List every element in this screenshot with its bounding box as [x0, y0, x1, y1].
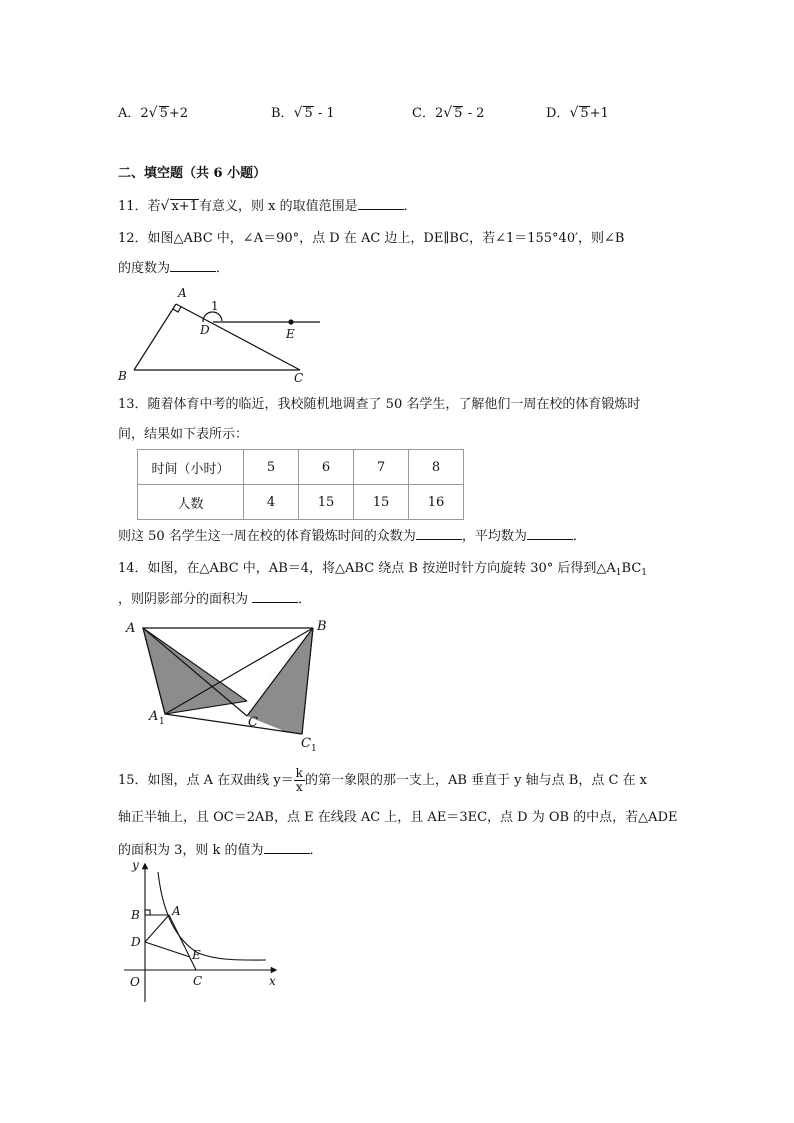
option-a: A．2√ 5+2 [118, 105, 189, 121]
q14-rotation-figure [122, 614, 332, 754]
label-c: C [193, 974, 203, 988]
question-14-line2: ，则阴影部分的面积为 ． [118, 592, 312, 607]
label-b: B [118, 369, 127, 383]
svg-text:1: 1 [159, 717, 165, 727]
point-e [288, 319, 293, 324]
label-1: 1 [211, 299, 219, 313]
table-cell: 人数 [138, 485, 244, 520]
question-15-line1: 15．如图，点 A 在双曲线 y＝ $\frac{k}{x}$ 的第一象限的那一支上，AB 垂直于 y 轴与点 B，点 C 在 x [118, 766, 647, 794]
right-angle-mark [145, 910, 150, 915]
option-b: B．√ 5 - 1 [271, 105, 335, 121]
q12-triangle-figure [110, 282, 340, 386]
question-12-line1: 12．如图△ABC 中，∠A＝90°，点 D 在 AC 边上，DE∥BC，若∠1＝155°40′，则∠B [118, 231, 625, 246]
question-14-line1: 14．如图，在△ABC 中，AB＝4，将△ABC 绕点 B 按逆时针方向旋转 30° 后得到$\triangle A_1BC_1$ [118, 561, 648, 578]
svg-text:1: 1 [311, 744, 317, 754]
table-cell: 8 [409, 450, 464, 485]
question-13-line3: 则这 50 名学生这一周在校的体育锻炼时间的众数为 ，平均数为 ． [118, 529, 586, 544]
fraction-k-over-x: $\frac{k}{x}$ [295, 766, 303, 794]
table-cell: 6 [299, 450, 354, 485]
exercise-time-table [137, 449, 464, 520]
table-row [138, 485, 464, 520]
segment-ac [176, 304, 300, 370]
label-c: C [248, 715, 258, 730]
label-a: A [178, 286, 187, 300]
label-d: D [200, 323, 210, 337]
question-12-line2: 的度数为 ． [118, 261, 230, 276]
segment-ab [134, 304, 176, 370]
table-cell: 5 [244, 450, 299, 485]
table-cell: 4 [244, 485, 299, 520]
option-d: D．√ 5+1 [546, 105, 609, 121]
label-a: A [126, 621, 136, 636]
label-c: C [294, 371, 304, 385]
label-y: y [132, 858, 139, 872]
section-title: 二、填空题（共 6 小题） [118, 166, 267, 181]
label-b: B [131, 908, 140, 922]
label-a: A [172, 904, 181, 918]
table-row [138, 450, 464, 485]
label-a1: A [149, 709, 159, 724]
table-cell: 15 [354, 485, 409, 520]
table-cell: 时间（小时） [138, 450, 244, 485]
question-11: 11．若√ x+1有意义，则 x 的取值范围是 ． [118, 198, 417, 214]
table-cell: 7 [354, 450, 409, 485]
segment-da [145, 915, 169, 942]
question-13-line1: 13．随着体育中考的临近，我校随机地调查了 50 名学生，了解他们一周在校的体育锻炼时 [118, 397, 641, 412]
label-o: O [130, 975, 140, 989]
label-d: D [131, 935, 141, 949]
question-15-line2: 轴正半轴上，且 OC＝2AB，点 E 在线段 AC 上，且 AE＝3EC，点 D 为 OB 的中点，若△ADE [118, 810, 678, 825]
option-c: C．2√ 5 - 2 [412, 105, 485, 121]
table-cell: 16 [409, 485, 464, 520]
label-b: B [317, 619, 327, 634]
question-15-line3: 的面积为 3，则 k 的值为 ． [118, 843, 323, 858]
label-x: x [269, 974, 276, 988]
question-13-line2: 间，结果如下表所示： [118, 427, 249, 442]
table-cell: 15 [299, 485, 354, 520]
q15-hyperbola-figure [118, 858, 288, 1006]
label-c1: C [301, 736, 311, 751]
label-e: E [286, 327, 295, 341]
label-e: E [192, 948, 201, 962]
